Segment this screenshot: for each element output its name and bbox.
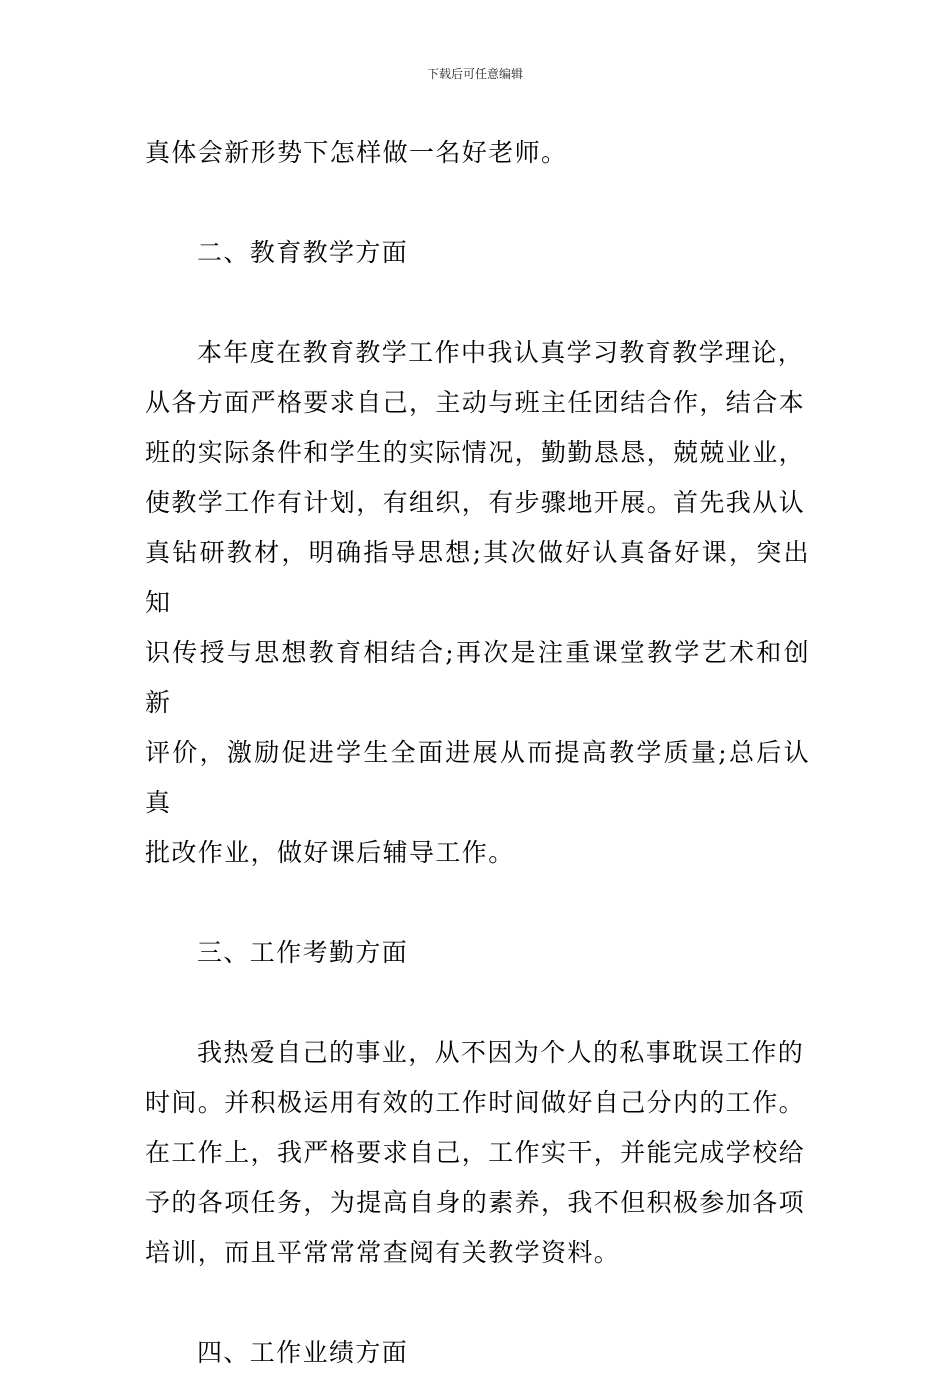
text-line: 我热爱自己的事业，从不因为个人的私事耽误工作的	[197, 1038, 805, 1067]
paragraph-gap	[145, 278, 810, 328]
text-line: 真钻研教材，明确指导思想;其次做好认真备好课，突出知	[145, 538, 810, 617]
paragraph-gap	[145, 878, 810, 928]
text-line: 予的各项任务，为提高自身的素养，我不但积极参加各项	[145, 1188, 806, 1217]
section-heading-attendance: 三、工作考勤方面	[197, 938, 409, 967]
text-line: 使教学工作有计划，有组织，有步骤地开展。首先我从认	[145, 488, 806, 517]
paragraph-attendance	[145, 1028, 810, 1278]
document-body	[145, 128, 810, 1378]
text-line: 在工作上，我严格要求自己，工作实干，并能完成学校给	[145, 1138, 806, 1167]
text-line: 从各方面严格要求自己，主动与班主任团结合作，结合本	[145, 388, 806, 417]
header-watermark: 下载后可任意编辑	[426, 67, 523, 81]
text-line: 评价，激励促进学生全面进展从而提高教学质量;总后认真	[145, 738, 810, 817]
text-line: 时间。并积极运用有效的工作时间做好自己分内的工作。	[145, 1088, 806, 1117]
paragraph-teaching	[145, 328, 810, 878]
text-line: 班的实际条件和学生的实际情况，勤勤恳恳，兢兢业业，	[145, 438, 806, 467]
section-heading-performance: 四、工作业绩方面	[197, 1338, 409, 1367]
paragraph-gap	[145, 978, 810, 1028]
paragraph-gap	[145, 178, 810, 228]
paragraph-gap	[145, 1278, 810, 1328]
paragraph-intro-end: 真体会新形势下怎样做一名好老师。	[145, 138, 568, 167]
text-line: 培训，而且平常常常查阅有关教学资料。	[145, 1238, 621, 1267]
section-heading-teaching: 二、教育教学方面	[197, 238, 409, 267]
text-line: 批改作业，做好课后辅导工作。	[145, 838, 515, 867]
text-line: 识传授与思想教育相结合;再次是注重课堂教学艺术和创新	[145, 638, 810, 717]
text-line: 本年度在教育教学工作中我认真学习教育教学理论，	[197, 338, 805, 367]
